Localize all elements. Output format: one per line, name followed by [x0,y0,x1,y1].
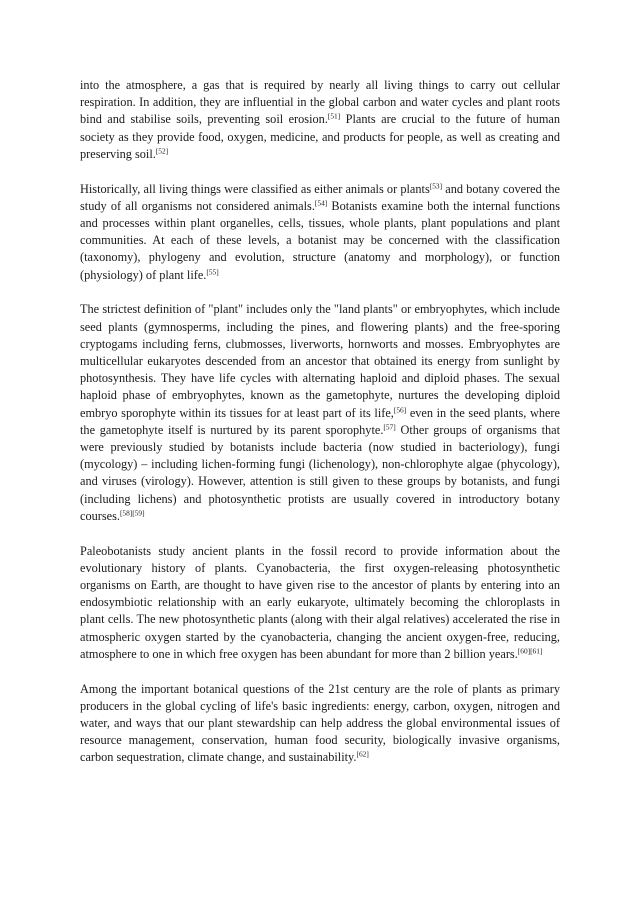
citation-ref[interactable]: [51] [327,111,341,121]
text-run: even in the seed plants, where the gametophyte itself is nurtured by its parent sporophyte. [80,405,560,437]
text-run: into the atmosphere, a gas that is required by nearly all living things to carry out cellular respiration. In addition, they are influential in the global carbon and water cycles and plant roots bind and stabilise soils, preventing soil erosion. [80,78,560,127]
document-page [80,77,560,784]
citation-ref[interactable]: [57] [383,422,396,432]
text-run: and botany covered the study of all organisms not considered animals. [80,181,560,213]
paragraph [80,77,560,163]
citation-ref[interactable]: [52] [155,146,169,156]
text-run: Paleobotanists study ancient plants in the fossil record to provide information about the evolutionary history of plants. Cyanobacteria, the first oxygen-releasing photosynthetic organisms on Earth, are thought to have given rise to the ancestor of plants by entering into an endosymbiotic relationship with an early eukaryote, ultimately becoming the chloroplasts in plant cells. The new photosynthetic plants (along with their algal relatives) accelerated the rise in atmospheric oxygen started by the cyanobacteria, changing the ancient oxygen-free, reducing, atmosphere to one in which free oxygen has been abundant for more than 2 billion years. [80,543,560,661]
citation-ref[interactable]: [54] [314,198,328,208]
paragraph [80,301,560,525]
citation-ref[interactable]: [53] [429,181,443,191]
text-run: Historically, all living things were classified as either animals or plants [80,181,430,196]
paragraph [80,543,560,663]
text-run: Plants are crucial to the future of human society as they provide food, oxygen, medicine, and products for people, as well as creating and preserving soil. [80,112,560,161]
paragraph [80,681,560,767]
text-run: Among the important botanical questions of the 21st century are the role of plants as primary producers in the global cycling of life's basic ingredients: energy, carbon, oxygen, nitrogen and water, and ways that our plant stewardship can help address the global environmental issues of resource management, conservation, human food security, biologically invasive organisms, carbon sequestration, climate change, and sustainability. [80,681,560,765]
citation-ref[interactable]: [58][59] [119,508,145,518]
citation-ref[interactable]: [60][61] [517,646,543,656]
paragraph [80,181,560,284]
citation-ref[interactable]: [55] [206,267,219,277]
text-run: Botanists examine both the internal functions and processes within plant organelles, cells, tissues, whole plants, plant populations and plant communities. At each of these levels, a botanist may be concerned with the classification (taxonomy), phylogeny and evolution, structure (anatomy and morphology), or function (physiology) of plant life. [80,198,560,282]
citation-ref[interactable]: [56] [393,405,407,415]
text-run: The strictest definition of "plant" includes only the "land plants" or embryophytes, which include seed plants (gymnosperms, including the pines, and flowering plants) and the free-sporing cryptogams including ferns, clubmosses, liverworts, hornworts and mosses. Embryophytes are multicellular eukaryotes descended from an ancestor that obtained its energy from sunlight by photosynthesis. They have life cycles with alternating haploid and diploid phases. The sexual haploid phase of embryophytes, known as the gametophyte, nurtures the developing diploid embryo sporophyte within its tissues for at least part of its life, [80,302,560,420]
text-run: Other groups of organisms that were previously studied by botanists include bacteria (now studied in bacteriology), fungi (mycology) – including lichen-forming fungi (lichenology), non-chlorophyte algae (phycology), and viruses (virology). However, attention is still given to these groups by botanists, and fungi (including lichens) and photosynthetic protists are usually covered in introductory botany courses. [80,422,561,523]
citation-ref[interactable]: [62] [356,749,369,759]
